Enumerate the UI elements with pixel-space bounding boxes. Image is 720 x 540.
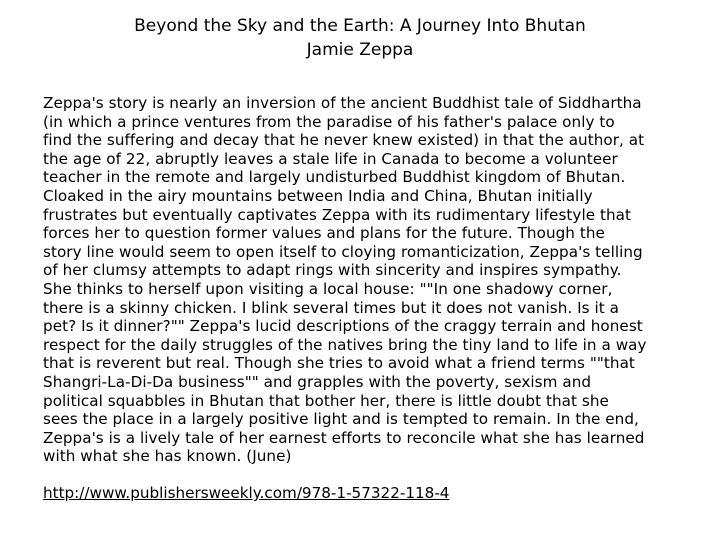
review-line: sees the place in a largely positive light and is tempted to remain. In the end, (43, 410, 639, 429)
source-link[interactable]: http://www.publishersweekly.com/978-1-57322-118-4 (43, 484, 450, 502)
review-line: Zeppa's is a lively tale of her earnest efforts to reconcile what she has learned (43, 428, 645, 447)
review-line: respect for the daily struggles of the natives bring the tiny land to life in a way (43, 335, 647, 354)
review-line: teacher in the remote and largely undisturbed Buddhist kingdom of Bhutan. (43, 168, 626, 187)
book-title: Beyond the Sky and the Earth: A Journey Into Bhutan (134, 16, 586, 36)
review-line: forces her to question former values and plans for the future. Though the (43, 224, 605, 243)
review-line: there is a skinny chicken. I blink several times but it does not vanish. Is it a (43, 298, 620, 317)
review-line: of her clumsy attempts to adapt rings with sincerity and inspires sympathy. (43, 261, 622, 280)
review-line: with what she has known. (June) (43, 447, 292, 466)
review-line: find the suffering and decay that he never knew existed) in that the author, at (43, 131, 645, 150)
review-line: frustrates but eventually captivates Zeppa with its rudimentary lifestyle that (43, 205, 632, 224)
review-line: Shangri-La-Di-Da business"" and grapples with the poverty, sexism and (43, 372, 592, 391)
review-line: Cloaked in the airy mountains between India and China, Bhutan initially (43, 186, 593, 205)
review-line: (in which a prince ventures from the paradise of his father's palace only to (43, 112, 615, 131)
review-line: the age of 22, abruptly leaves a stale life in Canada to become a volunteer (43, 149, 618, 168)
review-line: Zeppa's story is nearly an inversion of the ancient Buddhist tale of Siddhartha (43, 94, 642, 112)
review-line: political squabbles in Bhutan that bother her, there is little doubt that she (43, 391, 609, 410)
book-author: Jamie Zeppa (306, 40, 414, 60)
review-line: that is reverent but real. Though she tries to avoid what a friend terms ""that (43, 354, 635, 373)
title-block (0, 14, 720, 62)
review-body (43, 94, 683, 466)
review-line: pet? Is it dinner?"" Zeppa's lucid descriptions of the craggy terrain and honest (43, 317, 643, 336)
review-line: story line would seem to open itself to cloying romanticization, Zeppa's telling (43, 242, 643, 261)
review-line: She thinks to herself upon visiting a local house: ""In one shadowy corner, (43, 279, 613, 298)
source-link-line (43, 484, 449, 503)
